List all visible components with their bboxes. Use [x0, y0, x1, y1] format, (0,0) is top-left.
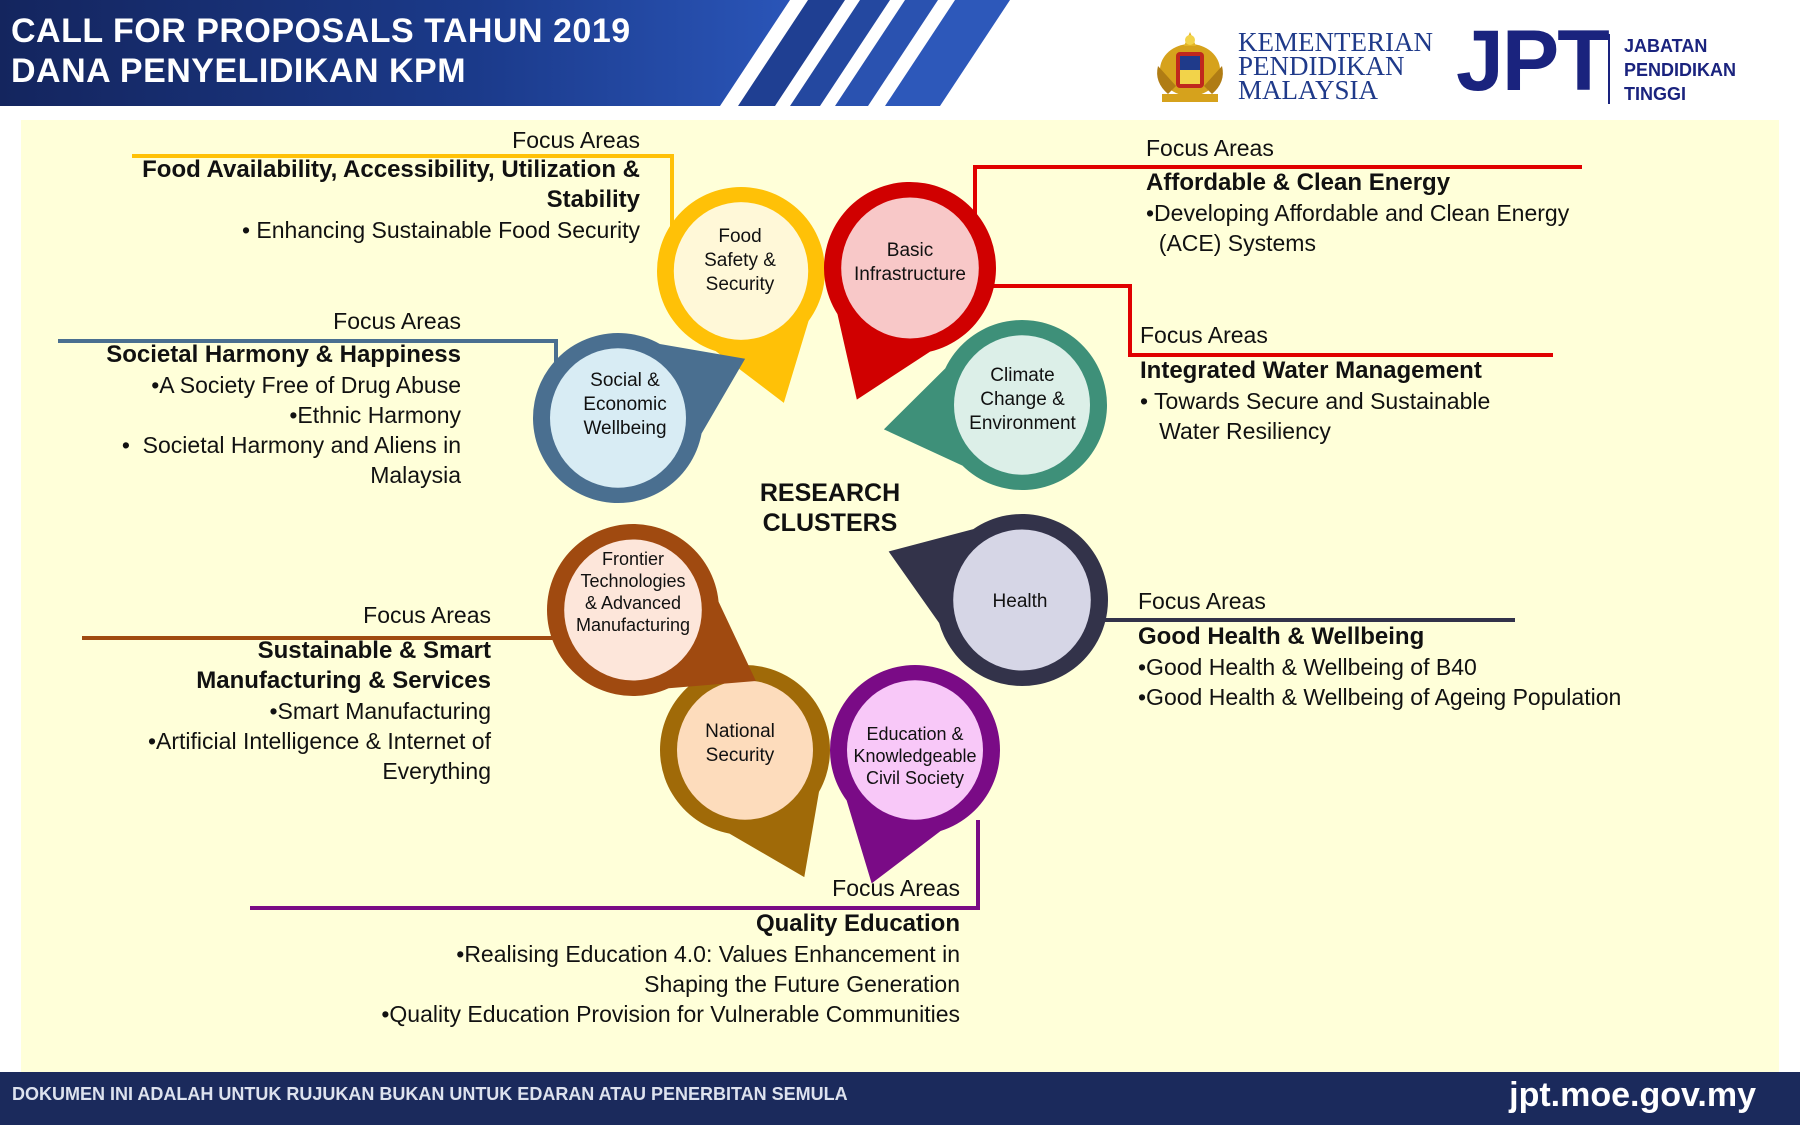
cluster-label-infrastructure — [840, 239, 980, 287]
cluster-label-national-security — [690, 720, 790, 768]
jpt-line: PENDIDIKAN — [1624, 60, 1737, 80]
center-label-line: RESEARCH — [759, 479, 901, 507]
focus-title: Sustainable & Smart — [257, 637, 491, 664]
cluster-label-line: Climate — [990, 365, 1055, 386]
focus-title: Stability — [546, 186, 640, 213]
focus-heading: Focus Areas — [333, 308, 461, 334]
focus-energy — [1146, 133, 1569, 258]
cluster-label-line: Infrastructure — [854, 264, 966, 285]
cluster-label-line: Change & — [980, 389, 1065, 410]
focus-title: Affordable & Clean Energy — [1146, 169, 1451, 196]
center-label-line: CLUSTERS — [762, 509, 898, 537]
jpt-logo: JPT — [1456, 13, 1608, 109]
focus-title: Good Health & Wellbeing — [1138, 623, 1425, 650]
focus-item: •Good Health & Wellbeing of B40 — [1138, 654, 1477, 680]
focus-item: •Smart Manufacturing — [269, 698, 491, 724]
footer-url[interactable]: jpt.moe.gov.my — [1509, 1076, 1756, 1114]
focus-item: •Quality Education Provision for Vulnerable Communities — [381, 1001, 960, 1027]
cluster-label-line: Frontier — [601, 549, 664, 569]
cluster-label-line: Security — [705, 745, 775, 766]
focus-item: •A Society Free of Drug Abuse — [151, 372, 461, 398]
focus-item: Malaysia — [370, 462, 461, 488]
footer-disclaimer: DOKUMEN INI ADALAH UNTUK RUJUKAN BUKAN UNTUK EDARAN ATAU PENERBITAN SEMULA — [12, 1084, 848, 1104]
cluster-label-food — [690, 225, 790, 297]
ministry-line: KEMENTERIAN — [1238, 27, 1433, 57]
jpt-line: TINGGI — [1624, 84, 1686, 104]
focus-item: • Enhancing Sustainable Food Security — [241, 217, 640, 243]
focus-education — [381, 873, 960, 1029]
focus-title: Manufacturing & Services — [196, 667, 491, 694]
cluster-label-line: Education & — [866, 724, 964, 744]
focus-item: •Realising Education 4.0: Values Enhancement in — [456, 941, 960, 967]
cluster-label-line: Wellbeing — [583, 418, 667, 439]
focus-heading: Focus Areas — [1146, 135, 1274, 161]
focus-heading: Focus Areas — [363, 602, 491, 628]
focus-title: Societal Harmony & Happiness — [106, 341, 461, 368]
focus-item: •Ethnic Harmony — [289, 402, 461, 428]
cluster-label-line: Safety & — [704, 250, 776, 271]
cluster-label-line: Technologies — [580, 571, 686, 591]
focus-heading: Focus Areas — [1140, 322, 1268, 348]
focus-item: Water Resiliency — [1140, 418, 1331, 444]
focus-item: Everything — [382, 758, 491, 784]
focus-food — [142, 125, 640, 245]
cluster-label-line: Knowledgeable — [853, 746, 977, 766]
focus-heading: Focus Areas — [512, 127, 640, 153]
cluster-label-frontier — [568, 548, 698, 636]
focus-item: •Good Health & Wellbeing of Ageing Population — [1138, 684, 1622, 710]
focus-item: Shaping the Future Generation — [644, 971, 960, 997]
cluster-label-line: National — [705, 721, 775, 742]
cluster-label-line: Health — [992, 591, 1048, 612]
focus-item: • Towards Secure and Sustainable — [1140, 388, 1491, 414]
cluster-label-line: Civil Society — [865, 768, 965, 788]
focus-water — [1140, 320, 1490, 446]
cluster-label-line: Security — [705, 274, 775, 295]
focus-title: Food Availability, Accessibility, Utilization & — [142, 156, 640, 183]
ministry-line: PENDIDIKAN — [1238, 51, 1405, 81]
cluster-label-social — [570, 369, 680, 441]
cluster-label-line: & Advanced — [584, 593, 682, 613]
ministry-line: MALAYSIA — [1238, 75, 1379, 105]
cluster-label-line: Basic — [886, 240, 934, 261]
cluster-label-line: Food — [718, 226, 762, 247]
focus-heading: Focus Areas — [1138, 588, 1266, 614]
focus-manufacturing — [148, 600, 491, 786]
jpt-line: JABATAN — [1624, 36, 1708, 56]
cluster-label-health — [960, 590, 1080, 614]
focus-item: •Artificial Intelligence & Internet of — [147, 728, 491, 754]
cluster-label-line: Social & — [590, 370, 660, 391]
cluster-label-line: Environment — [969, 413, 1076, 434]
center-label — [720, 478, 940, 538]
cluster-label-line: Manufacturing — [575, 615, 691, 635]
focus-title: Integrated Water Management — [1140, 357, 1482, 384]
cluster-label-line: Economic — [583, 394, 667, 415]
focus-social — [106, 306, 461, 490]
cluster-label-climate — [955, 364, 1090, 436]
page-title-line2: DANA PENYELIDIKAN KPM — [11, 52, 467, 90]
cluster-label-education — [845, 723, 985, 789]
focus-health — [1138, 586, 1621, 712]
focus-item: (ACE) Systems — [1146, 230, 1316, 256]
focus-item: • Societal Harmony and Aliens in — [121, 432, 461, 458]
focus-title: Quality Education — [755, 910, 960, 937]
page-title-line1: CALL FOR PROPOSALS TAHUN 2019 — [11, 12, 631, 50]
focus-heading: Focus Areas — [832, 875, 960, 901]
focus-item: •Developing Affordable and Clean Energy — [1146, 200, 1570, 226]
